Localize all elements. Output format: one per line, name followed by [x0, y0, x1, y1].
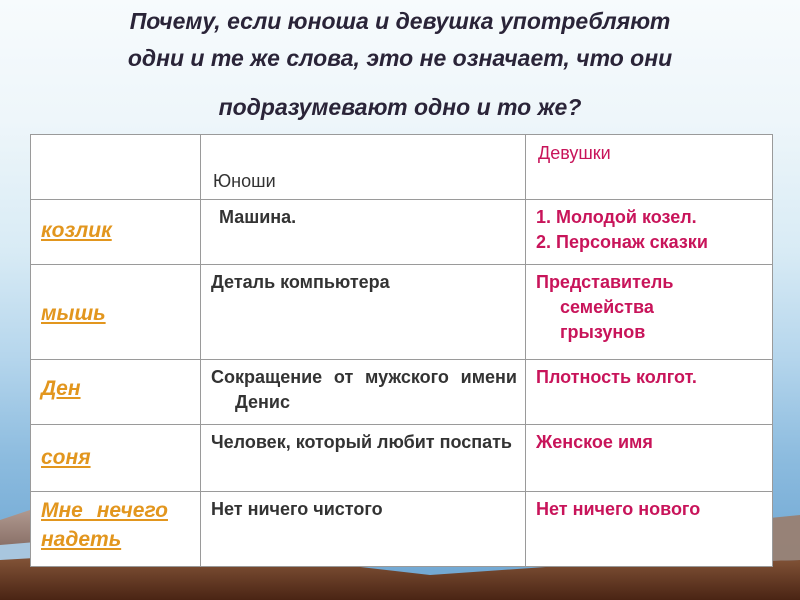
table-row: [31, 265, 773, 360]
word-link[interactable]: Ден: [41, 377, 81, 400]
girls-meaning: Плотность колгот.: [536, 367, 697, 387]
title-line-1: Почему, если юноша и девушка употребляют: [129, 8, 671, 34]
header-girls-cell: [526, 135, 773, 200]
word-cell: [31, 360, 201, 425]
word-link[interactable]: мышь: [41, 302, 106, 325]
boys-meaning-cell: [201, 425, 526, 492]
girls-meaning-cell: [526, 360, 773, 425]
table-row: [31, 492, 773, 567]
girls-meaning-cell: [526, 265, 773, 360]
word-cell: [31, 200, 201, 265]
girls-meaning: семейства: [560, 297, 654, 318]
word-cell: [31, 492, 201, 567]
header-girls: Девушки: [538, 143, 611, 163]
boys-meaning-cell: [201, 200, 526, 265]
word-link[interactable]: козлик: [41, 219, 112, 242]
vocabulary-table: [30, 134, 773, 567]
boys-meaning-cell: [201, 492, 526, 567]
girls-meaning: грызунов: [560, 322, 646, 343]
table-row: [31, 425, 773, 492]
girls-meaning: Женское имя: [536, 432, 653, 452]
boys-meaning: Машина.: [219, 207, 297, 227]
table-row: [31, 360, 773, 425]
title-line-3: подразумевают одно и то же?: [218, 94, 582, 120]
header-boys-cell: [201, 135, 526, 200]
girls-meaning: Представитель: [536, 272, 674, 292]
girls-meaning-cell: [526, 425, 773, 492]
girls-meaning: Нет ничего нового: [536, 499, 701, 519]
boys-meaning: Деталь компьютера: [211, 272, 390, 292]
boys-meaning-cell: [201, 360, 526, 425]
table-header-row: [31, 135, 773, 200]
girls-meaning: 2. Персонаж сказки: [536, 232, 708, 253]
header-boys: Юноши: [213, 171, 276, 191]
boys-meaning: Человек, который любит поспать: [211, 432, 512, 452]
boys-meaning: Сокращение от мужского имени Денис: [211, 367, 517, 413]
word-cell: [31, 425, 201, 492]
word-link[interactable]: соня: [41, 446, 91, 469]
header-empty-cell: [31, 135, 201, 200]
girls-meaning-cell: [526, 200, 773, 265]
boys-meaning-cell: [201, 265, 526, 360]
word-link[interactable]: Мне нечего надеть: [41, 499, 168, 552]
table-row: [31, 200, 773, 265]
word-cell: [31, 265, 201, 360]
boys-meaning: Нет ничего чистого: [211, 499, 383, 519]
title-line-2: одни и те же слова, это не означает, что они: [127, 45, 673, 71]
girls-meaning-cell: [526, 492, 773, 567]
girls-meaning: 1. Молодой козел.: [536, 207, 697, 227]
